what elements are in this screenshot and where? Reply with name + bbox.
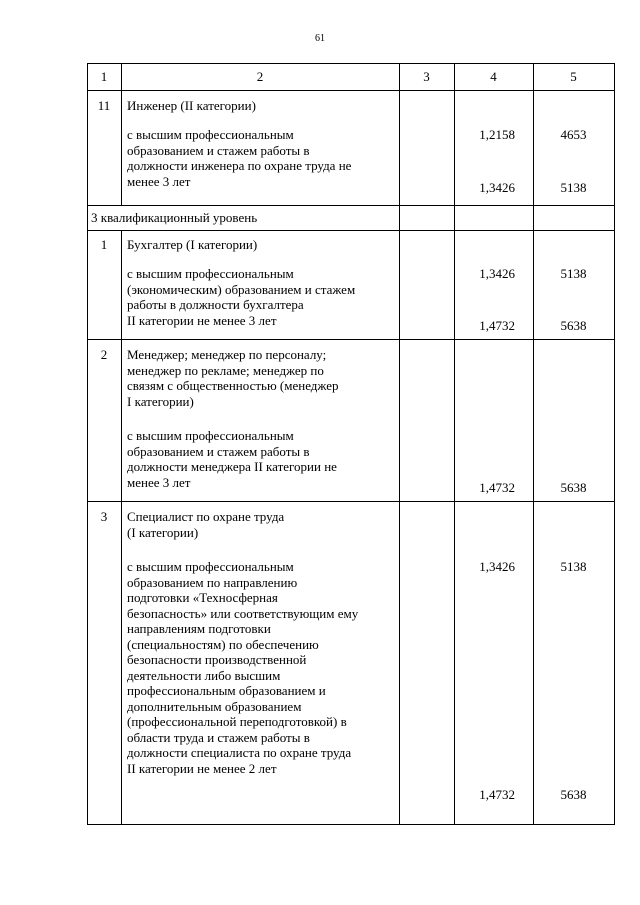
page-number: 61 [315,33,325,44]
section-title: 3 квалификационный уровень [91,210,258,225]
salary-table [87,63,615,825]
col-divider-4 [533,63,534,825]
header-col-2: 2 [256,69,264,84]
coefficient-value: 1,4732 [479,787,515,802]
header-divider [87,90,615,91]
salary-value: 5138 [560,266,587,281]
position-requirements: с высшим профессиональным образованием по направлению подготовки «Техносферная безопасность» или соответствующим ему направлениям подготовки (специальностям) по обеспечению безопасности производственной деятельности либо высшим профессиональным образованием и дополнительным образованием (профессиональной переподготовкой) в области труда и стажем работы в должности специалиста по охране труда II категории не менее 2 лет [127,559,359,776]
header-col-5: 5 [570,69,577,84]
position-title: Инженер (II категории) [127,98,256,113]
salary-value: 5638 [560,787,587,802]
row-number: 11 [97,98,111,113]
header-col-4: 4 [490,69,497,84]
position-title: Менеджер; менеджер по персоналу; менеджер по рекламе; менеджер по связям с общественностью (менеджер I категории) [127,347,339,409]
row-number: 2 [100,347,108,362]
row-divider-4 [87,501,615,502]
row-number: 1 [100,237,108,252]
table-border-top [87,63,615,64]
salary-value: 4653 [560,127,587,142]
coefficient-value: 1,4732 [479,318,515,333]
table-border-bottom [87,824,615,825]
row-divider-2 [87,230,615,231]
coefficient-value: 1,3426 [479,180,515,195]
position-requirements: с высшим профессиональным (экономическим) образованием и стажем работы в должности бухгалтера II категории не менее 3 лет [127,266,356,328]
salary-value: 5138 [560,180,587,195]
row-divider-1 [87,205,615,206]
header-col-1: 1 [100,69,108,84]
salary-value: 5638 [560,318,587,333]
row-divider-3 [87,339,615,340]
col-divider-3 [454,63,455,825]
position-requirements: с высшим профессиональным образованием и стажем работы в должности инженера по охране труда не менее 3 лет [127,127,352,189]
position-requirements: с высшим профессиональным образованием и стажем работы в должности менеджера II категории не менее 3 лет [127,428,337,490]
position-title: Бухгалтер (I категории) [127,237,258,252]
coefficient-value: 1,3426 [479,266,515,281]
header-col-3: 3 [423,69,430,84]
coefficient-value: 1,4732 [479,480,515,495]
table-border-right [614,63,615,825]
col-divider-2 [399,63,400,825]
coefficient-value: 1,3426 [479,559,515,574]
col-divider-1b [121,230,122,825]
table-border-left [87,63,88,825]
salary-value: 5638 [560,480,587,495]
row-number: 3 [100,509,108,524]
salary-value: 5138 [560,559,587,574]
coefficient-value: 1,2158 [479,127,515,142]
position-title: Специалист по охране труда (I категории) [127,509,285,540]
